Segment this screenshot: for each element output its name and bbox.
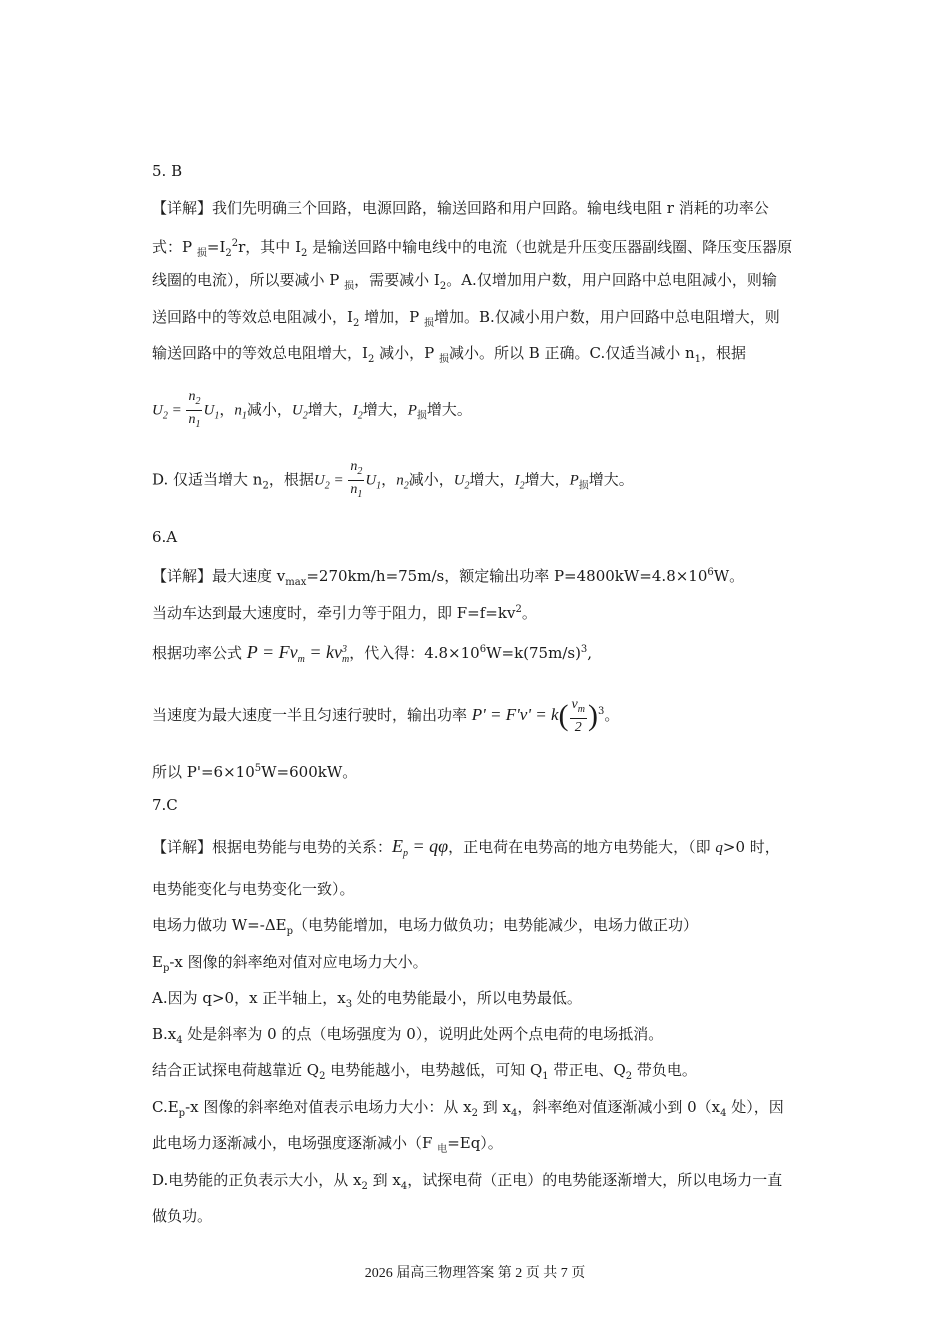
- q5-line-1: 【详解】我们先明确三个回路，电源回路，输送回路和用户回路。输电线电阻 r 消耗的功率公: [152, 199, 769, 217]
- q5-number: 5. B: [152, 162, 183, 180]
- q6-line-3: 根据功率公式 $P = Fv_m = kv^3_m$，代入得：$4.8\times 10^6W=k(75m/s)^3$,: [152, 642, 593, 665]
- q7-line-2: 电势能变化与电势变化一致）。: [152, 880, 355, 898]
- q7-line-1: 【详解】根据电势能与电势的关系：$E_p = q\varphi$，正电荷在电势高的地方电势能大，（即 q>0 时，: [152, 836, 780, 859]
- fraction: $\frac{n_2}{n_1}$: [188, 389, 201, 430]
- q7-line-b: $B.x_4$ 处是斜率为 0 的点（电场强度为 0），说明此处两个点电荷的电场抵消。: [152, 1025, 664, 1046]
- q7-line-3: 电场力做功 $W=-\Delta E_p$（电势能增加，电场力做负功；电势能减少，电场力做正功）: [152, 916, 699, 937]
- q5-equation-d: D. 仅适当增大 $n_2$，根据$U_2$ = $\frac{n_2}{n_1}$ $U_1$，$n_2$减小，$U_2$增大，$I_2$增大，$P_损$增大。: [152, 458, 832, 506]
- q7-line-4: $E_p-x$ 图像的斜率绝对值对应电场力大小。: [152, 953, 428, 974]
- fraction: $\frac{n_2}{n_1}$: [350, 459, 363, 500]
- q7-line-c: $C.E_p-x$ 图像的斜率绝对值表示电场力大小：从 $x_2$ 到 $x_4$，斜率绝对值逐渐减小到 $0(x_4$ 处），因: [152, 1098, 784, 1119]
- fraction: $\frac{v_m}{2}$: [571, 697, 585, 735]
- q6-line-1: 【详解】最大速度 $v_{max}=270km/h=75m/s$，额定输出功率 $P=4800kW=4.8\times 10^6W$。: [152, 567, 745, 588]
- q7-line-c-cont: 此电场力逐渐减小，电场强度逐渐减小（F $_电$=Eq）。: [152, 1134, 503, 1155]
- q5-line-2: 式：P $_损=I_2^2r$，其中 $I_2$ 是输送回路中输电线中的电流（也就是升压变压器副线圈、降压变压器原: [152, 238, 793, 259]
- q6-line-2: 当动车达到最大速度时，牵引力等于阻力，即 $F=f=kv^2$。: [152, 604, 537, 622]
- q6-line-5: 所以 $P'=6\times 10^5W=600kW$。: [152, 763, 358, 781]
- q7-line-a: A.因为 q>0，x 正半轴上，$x_3$ 处的电势能最小，所以电势最低。: [152, 989, 582, 1010]
- q5-line-3: 线圈的电流），所以要减小 P $_损$，需要减小 $I_2$。A.仅增加用户数，用户回路中总电阻减小，则输: [152, 271, 777, 292]
- q7-number: 7.C: [152, 796, 178, 814]
- q7-line-charges: 结合正试探电荷越靠近 $Q_2$ 电势能越小，电势越低，可知 $Q_1$ 带正电、$Q_2$ 带负电。: [152, 1061, 697, 1082]
- q7-line-d: D.电势能的正负表示大小，从 $x_2$ 到 $x_4$，试探电荷（正电）的电势能逐渐增大，所以电场力一直: [152, 1171, 783, 1192]
- page-footer: 2026 届高三物理答案 第 2 页 共 7 页: [364, 1266, 586, 1281]
- q5-line-4: 送回路中的等效总电阻减小，$I_2$ 增加，P $_损$增加。B.仅减小用户数，用户回路中总电阻增大，则: [152, 308, 780, 329]
- q5-line-5: 输送回路中的等效总电阻增大，$I_2$ 减小，P $_损$减小。所以 B 正确。C.仅适当减小 $n_1$，根据: [152, 344, 747, 365]
- q6-number: 6.A: [152, 528, 178, 546]
- q7-line-d-cont: 做负功。: [152, 1207, 213, 1225]
- q5-equation-c: $U_2$ = $\frac{n_2}{n_1}$ $U_1$，$n_1$减小，$U_2$增大，$I_2$增大，$P_损$增大。: [152, 388, 832, 436]
- q6-line-4: 当速度为最大速度一半且匀速行驶时，输出功率 P' = F'v' = k( $\frac{v_m}{2}$ )$^3$。: [152, 697, 620, 735]
